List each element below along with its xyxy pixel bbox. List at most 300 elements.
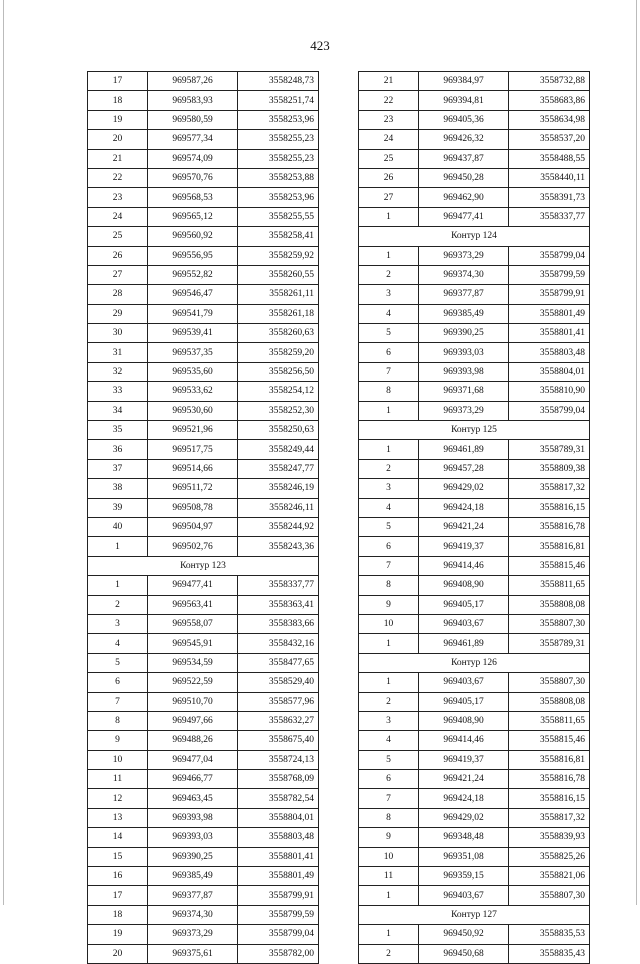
point-number-cell: 6 [359, 343, 419, 362]
y-coordinate-cell: 3558247,77 [238, 459, 319, 478]
y-coordinate-cell: 3558804,01 [238, 808, 319, 827]
table-row [88, 847, 319, 866]
point-number-cell: 18 [88, 91, 148, 110]
x-coordinate-cell: 969374,30 [148, 905, 238, 924]
point-number-cell: 20 [88, 944, 148, 963]
point-number-cell: 24 [359, 130, 419, 149]
point-number-cell: 7 [359, 556, 419, 575]
y-coordinate-cell: 3558801,41 [238, 847, 319, 866]
y-coordinate-cell: 3558432,16 [238, 634, 319, 653]
y-coordinate-cell: 3558768,09 [238, 770, 319, 789]
y-coordinate-cell: 3558835,43 [509, 944, 590, 963]
table-row [359, 265, 590, 284]
x-coordinate-cell: 969405,36 [419, 110, 509, 129]
y-coordinate-cell: 3558789,31 [509, 634, 590, 653]
point-number-cell: 21 [88, 149, 148, 168]
point-number-cell: 25 [88, 227, 148, 246]
point-number-cell: 18 [88, 905, 148, 924]
x-coordinate-cell: 969405,17 [419, 595, 509, 614]
point-number-cell: 37 [88, 459, 148, 478]
table-row [359, 537, 590, 556]
table-row [88, 614, 319, 633]
x-coordinate-cell: 969568,53 [148, 188, 238, 207]
point-number-cell: 7 [88, 692, 148, 711]
table-row [359, 72, 590, 91]
table-row [88, 750, 319, 769]
x-coordinate-cell: 969421,24 [419, 770, 509, 789]
y-coordinate-cell: 3558799,04 [509, 401, 590, 420]
point-number-cell: 39 [88, 498, 148, 517]
y-coordinate-cell: 3558259,20 [238, 343, 319, 362]
point-number-cell: 5 [359, 517, 419, 536]
table-row [359, 285, 590, 304]
table-row [359, 634, 590, 653]
table-row [88, 382, 319, 401]
point-number-cell: 16 [88, 867, 148, 886]
y-coordinate-cell: 3558255,23 [238, 130, 319, 149]
x-coordinate-cell: 969462,90 [419, 188, 509, 207]
x-coordinate-cell: 969530,60 [148, 401, 238, 420]
point-number-cell: 3 [359, 711, 419, 730]
table-row [359, 925, 590, 944]
x-coordinate-cell: 969514,66 [148, 459, 238, 478]
x-coordinate-cell: 969517,75 [148, 440, 238, 459]
x-coordinate-cell: 969371,68 [419, 382, 509, 401]
table-row [88, 401, 319, 420]
point-number-cell: 6 [359, 770, 419, 789]
page-number: 423 [310, 38, 330, 53]
y-coordinate-cell: 3558256,50 [238, 362, 319, 381]
table-row [88, 285, 319, 304]
x-coordinate-cell: 969565,12 [148, 207, 238, 226]
y-coordinate-cell: 3558337,77 [509, 207, 590, 226]
point-number-cell: 2 [359, 944, 419, 963]
point-number-cell: 6 [359, 537, 419, 556]
y-coordinate-cell: 3558808,08 [509, 692, 590, 711]
table-row [88, 576, 319, 595]
table-row [88, 188, 319, 207]
point-number-cell: 4 [359, 731, 419, 750]
y-coordinate-cell: 3558260,55 [238, 265, 319, 284]
contour-header-row [359, 905, 590, 924]
page-edge-right [636, 0, 637, 905]
y-coordinate-cell: 3558363,41 [238, 595, 319, 614]
y-coordinate-cell: 3558811,65 [509, 576, 590, 595]
y-coordinate-cell: 3558804,01 [509, 362, 590, 381]
point-number-cell: 4 [359, 304, 419, 323]
table-row [359, 401, 590, 420]
y-coordinate-cell: 3558809,38 [509, 459, 590, 478]
table-row [88, 459, 319, 478]
point-number-cell: 19 [88, 110, 148, 129]
point-number-cell: 5 [359, 324, 419, 343]
point-number-cell: 10 [88, 750, 148, 769]
table-row [359, 614, 590, 633]
x-coordinate-cell: 969488,26 [148, 731, 238, 750]
point-number-cell: 11 [359, 867, 419, 886]
y-coordinate-cell: 3558816,78 [509, 770, 590, 789]
table-row [88, 905, 319, 924]
y-coordinate-cell: 3558821,06 [509, 867, 590, 886]
y-coordinate-cell: 3558252,30 [238, 401, 319, 420]
x-coordinate-cell: 969419,37 [419, 750, 509, 769]
x-coordinate-cell: 969403,67 [419, 886, 509, 905]
point-number-cell: 9 [359, 828, 419, 847]
y-coordinate-cell: 3558675,40 [238, 731, 319, 750]
y-coordinate-cell: 3558817,32 [509, 479, 590, 498]
y-coordinate-cell: 3558251,74 [238, 91, 319, 110]
x-coordinate-cell: 969373,29 [148, 925, 238, 944]
y-coordinate-cell: 3558391,73 [509, 188, 590, 207]
point-number-cell: 2 [88, 595, 148, 614]
x-coordinate-cell: 969375,61 [148, 944, 238, 963]
table-row [88, 789, 319, 808]
y-coordinate-cell: 3558801,49 [238, 867, 319, 886]
y-coordinate-cell: 3558477,65 [238, 653, 319, 672]
x-coordinate-cell: 969450,92 [419, 925, 509, 944]
table-row [359, 149, 590, 168]
table-row [359, 789, 590, 808]
x-coordinate-cell: 969477,41 [148, 576, 238, 595]
x-coordinate-cell: 969577,34 [148, 130, 238, 149]
point-number-cell: 15 [88, 847, 148, 866]
x-coordinate-cell: 969414,46 [419, 731, 509, 750]
point-number-cell: 1 [359, 673, 419, 692]
y-coordinate-cell: 3558835,53 [509, 925, 590, 944]
point-number-cell: 27 [359, 188, 419, 207]
table-row [359, 91, 590, 110]
x-coordinate-cell: 969419,37 [419, 537, 509, 556]
table-row [359, 343, 590, 362]
table-row [88, 595, 319, 614]
x-coordinate-cell: 969377,87 [419, 285, 509, 304]
y-coordinate-cell: 3558250,63 [238, 421, 319, 440]
table-row [88, 207, 319, 226]
y-coordinate-cell: 3558488,55 [509, 149, 590, 168]
table-row [88, 421, 319, 440]
table-row [88, 440, 319, 459]
y-coordinate-cell: 3558816,78 [509, 517, 590, 536]
contour-header-row [359, 653, 590, 672]
table-row [359, 324, 590, 343]
point-number-cell: 10 [359, 614, 419, 633]
y-coordinate-cell: 3558632,27 [238, 711, 319, 730]
table-row [359, 711, 590, 730]
y-coordinate-cell: 3558253,88 [238, 168, 319, 187]
table-row [88, 867, 319, 886]
x-coordinate-cell: 969558,07 [148, 614, 238, 633]
point-number-cell: 1 [88, 576, 148, 595]
point-number-cell: 28 [88, 285, 148, 304]
y-coordinate-cell: 3558799,04 [509, 246, 590, 265]
x-coordinate-cell: 969583,93 [148, 91, 238, 110]
y-coordinate-cell: 3558799,91 [238, 886, 319, 905]
y-coordinate-cell: 3558816,15 [509, 498, 590, 517]
table-row [88, 808, 319, 827]
y-coordinate-cell: 3558732,88 [509, 72, 590, 91]
y-coordinate-cell: 3558799,04 [238, 925, 319, 944]
point-number-cell: 26 [88, 246, 148, 265]
table-row [359, 770, 590, 789]
point-number-cell: 38 [88, 479, 148, 498]
point-number-cell: 1 [359, 401, 419, 420]
x-coordinate-cell: 969450,68 [419, 944, 509, 963]
table-row [359, 382, 590, 401]
x-coordinate-cell: 969403,67 [419, 673, 509, 692]
y-coordinate-cell: 3558799,59 [238, 905, 319, 924]
y-coordinate-cell: 3558253,96 [238, 188, 319, 207]
x-coordinate-cell: 969377,87 [148, 886, 238, 905]
y-coordinate-cell: 3558815,46 [509, 731, 590, 750]
y-coordinate-cell: 3558243,36 [238, 537, 319, 556]
x-coordinate-cell: 969373,29 [419, 401, 509, 420]
table-row [359, 110, 590, 129]
x-coordinate-cell: 969408,90 [419, 711, 509, 730]
table-row [359, 692, 590, 711]
point-number-cell: 5 [88, 653, 148, 672]
y-coordinate-cell: 3558248,73 [238, 72, 319, 91]
table-row [359, 479, 590, 498]
contour-title: Контур 125 [359, 421, 590, 440]
table-row [88, 886, 319, 905]
y-coordinate-cell: 3558816,15 [509, 789, 590, 808]
x-coordinate-cell: 969560,92 [148, 227, 238, 246]
point-number-cell: 33 [88, 382, 148, 401]
point-number-cell: 10 [359, 847, 419, 866]
table-row [359, 808, 590, 827]
y-coordinate-cell: 3558839,93 [509, 828, 590, 847]
x-coordinate-cell: 969502,76 [148, 537, 238, 556]
x-coordinate-cell: 969508,78 [148, 498, 238, 517]
table-row [359, 246, 590, 265]
x-coordinate-cell: 969374,30 [419, 265, 509, 284]
x-coordinate-cell: 969450,28 [419, 168, 509, 187]
coordinates-table-right [358, 71, 590, 964]
y-coordinate-cell: 3558261,11 [238, 285, 319, 304]
y-coordinate-cell: 3558807,30 [509, 614, 590, 633]
y-coordinate-cell: 3558244,92 [238, 517, 319, 536]
x-coordinate-cell: 969403,67 [419, 614, 509, 633]
table-row [88, 673, 319, 692]
x-coordinate-cell: 969535,60 [148, 362, 238, 381]
y-coordinate-cell: 3558817,32 [509, 808, 590, 827]
point-number-cell: 1 [359, 440, 419, 459]
y-coordinate-cell: 3558683,86 [509, 91, 590, 110]
x-coordinate-cell: 969393,03 [148, 828, 238, 847]
point-number-cell: 4 [88, 634, 148, 653]
table-row [88, 692, 319, 711]
y-coordinate-cell: 3558246,19 [238, 479, 319, 498]
point-number-cell: 8 [88, 711, 148, 730]
point-number-cell: 3 [88, 614, 148, 633]
x-coordinate-cell: 969461,89 [419, 634, 509, 653]
table-row [88, 925, 319, 944]
table-row [88, 479, 319, 498]
x-coordinate-cell: 969466,77 [148, 770, 238, 789]
y-coordinate-cell: 3558260,63 [238, 324, 319, 343]
y-coordinate-cell: 3558825,26 [509, 847, 590, 866]
point-number-cell: 23 [359, 110, 419, 129]
point-number-cell: 20 [88, 130, 148, 149]
x-coordinate-cell: 969511,72 [148, 479, 238, 498]
table-row [359, 459, 590, 478]
table-row [359, 168, 590, 187]
x-coordinate-cell: 969351,08 [419, 847, 509, 866]
table-row [359, 576, 590, 595]
point-number-cell: 3 [359, 479, 419, 498]
y-coordinate-cell: 3558249,44 [238, 440, 319, 459]
table-row [88, 711, 319, 730]
y-coordinate-cell: 3558815,46 [509, 556, 590, 575]
point-number-cell: 17 [88, 72, 148, 91]
point-number-cell: 31 [88, 343, 148, 362]
x-coordinate-cell: 969574,09 [148, 149, 238, 168]
table-row [88, 72, 319, 91]
point-number-cell: 24 [88, 207, 148, 226]
x-coordinate-cell: 969463,45 [148, 789, 238, 808]
point-number-cell: 7 [359, 789, 419, 808]
table-row [359, 595, 590, 614]
y-coordinate-cell: 3558807,30 [509, 886, 590, 905]
table-row [359, 362, 590, 381]
y-coordinate-cell: 3558799,59 [509, 265, 590, 284]
table-row [359, 750, 590, 769]
point-number-cell: 1 [359, 886, 419, 905]
x-coordinate-cell: 969587,26 [148, 72, 238, 91]
x-coordinate-cell: 969556,95 [148, 246, 238, 265]
table-row [359, 867, 590, 886]
x-coordinate-cell: 969348,48 [419, 828, 509, 847]
x-coordinate-cell: 969457,28 [419, 459, 509, 478]
y-coordinate-cell: 3558440,11 [509, 168, 590, 187]
table-row [88, 265, 319, 284]
page-edge-left [3, 0, 4, 905]
y-coordinate-cell: 3558255,23 [238, 149, 319, 168]
point-number-cell: 14 [88, 828, 148, 847]
contour-title: Контур 126 [359, 653, 590, 672]
x-coordinate-cell: 969393,03 [419, 343, 509, 362]
x-coordinate-cell: 969426,32 [419, 130, 509, 149]
point-number-cell: 19 [88, 925, 148, 944]
x-coordinate-cell: 969424,18 [419, 498, 509, 517]
table-row [88, 498, 319, 517]
x-coordinate-cell: 969408,90 [419, 576, 509, 595]
y-coordinate-cell: 3558254,12 [238, 382, 319, 401]
y-coordinate-cell: 3558807,30 [509, 673, 590, 692]
point-number-cell: 2 [359, 459, 419, 478]
point-number-cell: 32 [88, 362, 148, 381]
point-number-cell: 3 [359, 285, 419, 304]
table-row [359, 188, 590, 207]
table-row [88, 828, 319, 847]
point-number-cell: 22 [359, 91, 419, 110]
x-coordinate-cell: 969421,24 [419, 517, 509, 536]
point-number-cell: 21 [359, 72, 419, 91]
contour-header-row [88, 556, 319, 575]
point-number-cell: 30 [88, 324, 148, 343]
table-row [359, 828, 590, 847]
point-number-cell: 1 [359, 246, 419, 265]
x-coordinate-cell: 969424,18 [419, 789, 509, 808]
y-coordinate-cell: 3558255,55 [238, 207, 319, 226]
x-coordinate-cell: 969522,59 [148, 673, 238, 692]
x-coordinate-cell: 969437,87 [419, 149, 509, 168]
table-row [88, 770, 319, 789]
y-coordinate-cell: 3558782,54 [238, 789, 319, 808]
point-number-cell: 40 [88, 517, 148, 536]
point-number-cell: 5 [359, 750, 419, 769]
point-number-cell: 22 [88, 168, 148, 187]
x-coordinate-cell: 969429,02 [419, 479, 509, 498]
x-coordinate-cell: 969390,25 [419, 324, 509, 343]
contour-title: Контур 123 [88, 556, 319, 575]
x-coordinate-cell: 969552,82 [148, 265, 238, 284]
x-coordinate-cell: 969546,47 [148, 285, 238, 304]
contour-title: Контур 127 [359, 905, 590, 924]
x-coordinate-cell: 969545,91 [148, 634, 238, 653]
table-row [88, 91, 319, 110]
y-coordinate-cell: 3558799,91 [509, 285, 590, 304]
y-coordinate-cell: 3558789,31 [509, 440, 590, 459]
point-number-cell: 7 [359, 362, 419, 381]
table-row [359, 498, 590, 517]
point-number-cell: 8 [359, 576, 419, 595]
point-number-cell: 1 [359, 634, 419, 653]
table-row [88, 343, 319, 362]
contour-title: Контур 124 [359, 227, 590, 246]
y-coordinate-cell: 3558529,40 [238, 673, 319, 692]
x-coordinate-cell: 969541,79 [148, 304, 238, 323]
y-coordinate-cell: 3558803,48 [238, 828, 319, 847]
y-coordinate-cell: 3558261,18 [238, 304, 319, 323]
x-coordinate-cell: 969539,41 [148, 324, 238, 343]
x-coordinate-cell: 969384,97 [419, 72, 509, 91]
y-coordinate-cell: 3558634,98 [509, 110, 590, 129]
x-coordinate-cell: 969461,89 [419, 440, 509, 459]
x-coordinate-cell: 969533,62 [148, 382, 238, 401]
y-coordinate-cell: 3558810,90 [509, 382, 590, 401]
y-coordinate-cell: 3558246,11 [238, 498, 319, 517]
point-number-cell: 1 [359, 207, 419, 226]
x-coordinate-cell: 969385,49 [148, 867, 238, 886]
point-number-cell: 17 [88, 886, 148, 905]
x-coordinate-cell: 969521,96 [148, 421, 238, 440]
x-coordinate-cell: 969414,46 [419, 556, 509, 575]
point-number-cell: 9 [88, 731, 148, 750]
x-coordinate-cell: 969390,25 [148, 847, 238, 866]
y-coordinate-cell: 3558724,13 [238, 750, 319, 769]
contour-header-row [359, 227, 590, 246]
x-coordinate-cell: 969359,15 [419, 867, 509, 886]
x-coordinate-cell: 969537,35 [148, 343, 238, 362]
point-number-cell: 11 [88, 770, 148, 789]
table-row [88, 362, 319, 381]
table-row [88, 634, 319, 653]
point-number-cell: 1 [359, 925, 419, 944]
table-row [359, 944, 590, 963]
table-row [359, 517, 590, 536]
point-number-cell: 12 [88, 789, 148, 808]
x-coordinate-cell: 969394,81 [419, 91, 509, 110]
table-row [359, 440, 590, 459]
point-number-cell: 8 [359, 382, 419, 401]
y-coordinate-cell: 3558577,96 [238, 692, 319, 711]
point-number-cell: 34 [88, 401, 148, 420]
point-number-cell: 4 [359, 498, 419, 517]
table-row [88, 227, 319, 246]
x-coordinate-cell: 969405,17 [419, 692, 509, 711]
y-coordinate-cell: 3558816,81 [509, 537, 590, 556]
